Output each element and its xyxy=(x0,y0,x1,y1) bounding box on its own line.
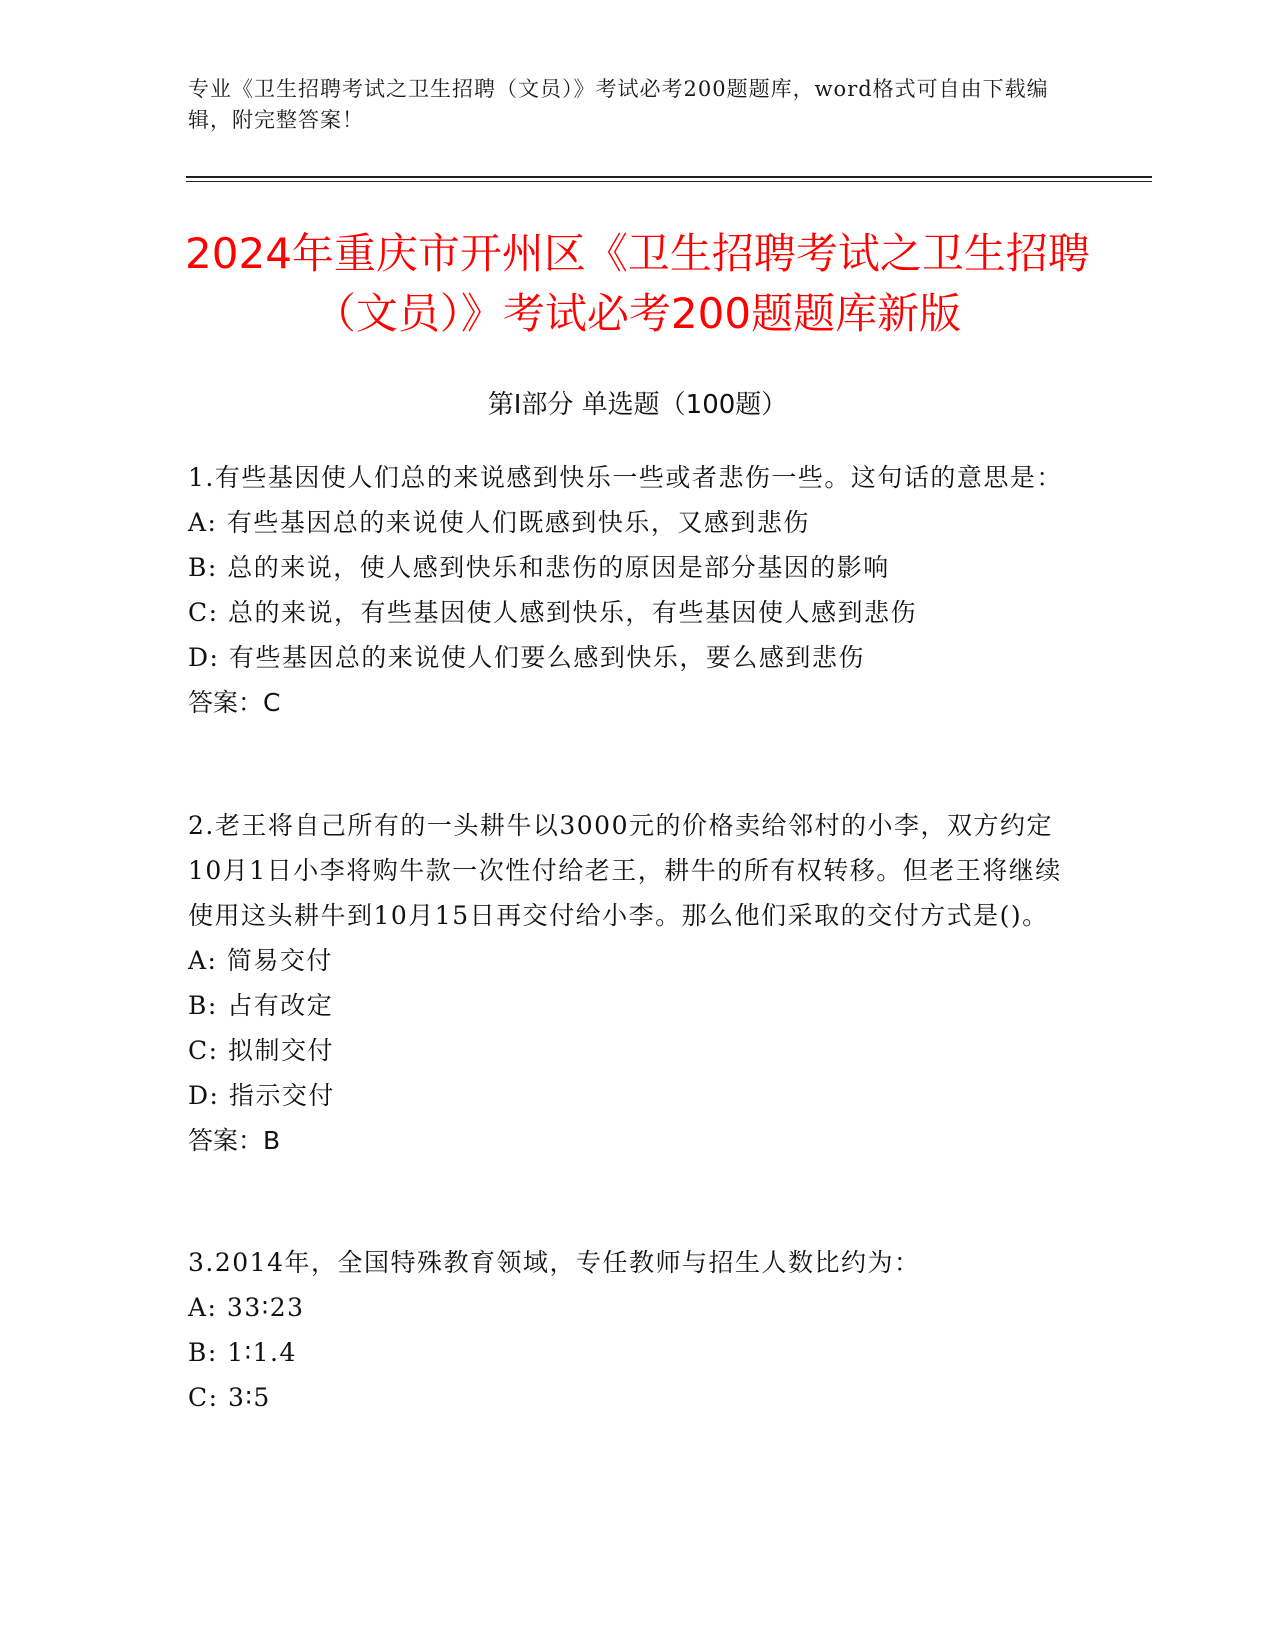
question-text: 3.2014年，全国特殊教育领域，专任教师与招生人数比约为： xyxy=(188,1248,921,1277)
question-3 xyxy=(188,1240,1068,1420)
option-d: D: 指示交付 xyxy=(188,1081,335,1110)
question-2 xyxy=(188,803,1068,1163)
option-c: C: 总的来说，有些基因使人感到快乐，有些基因使人感到悲伤 xyxy=(188,598,918,627)
header-divider-thick xyxy=(186,176,1152,178)
option-a: A: 有些基因总的来说使人们既感到快乐，又感到悲伤 xyxy=(188,508,810,537)
option-a: A: 33∶23 xyxy=(188,1293,305,1322)
header-note: 专业《卫生招聘考试之卫生招聘（文员）》考试必考200题题库，word格式可自由下载编辑，附完整答案！ xyxy=(188,77,1049,132)
header-divider-thin xyxy=(186,181,1152,182)
answer-label: 答案：B xyxy=(188,1126,281,1155)
question-text: 2.老王将自己所有的一头耕牛以3000元的价格卖给邻村的小李，双方约定10月1日小李将购牛款一次性付给老王，耕牛的所有权转移。但老王将继续使用这头耕牛到10月15日再交付给小李。那么他们采取的交付方式是()。 xyxy=(188,811,1062,930)
section-heading: 第I部分 单选题（100题） xyxy=(487,390,788,420)
answer-label: 答案：C xyxy=(188,688,281,717)
option-c: C: 3∶5 xyxy=(188,1383,271,1412)
option-a: A: 简易交付 xyxy=(188,946,333,975)
document-title: 2024年重庆市开州区《卫生招聘考试之卫生招聘（文员）》考试必考200题题库新版 xyxy=(185,229,1090,338)
option-b: B: 占有改定 xyxy=(188,991,334,1020)
option-b: B: 1∶1.4 xyxy=(188,1338,297,1367)
question-text: 1.有些基因使人们总的来说感到快乐一些或者悲伤一些。这句话的意思是： xyxy=(188,463,1063,492)
option-b: B: 总的来说，使人感到快乐和悲伤的原因是部分基因的影响 xyxy=(188,553,890,582)
option-d: D: 有些基因总的来说使人们要么感到快乐，要么感到悲伤 xyxy=(188,643,865,672)
question-1 xyxy=(188,455,1068,725)
option-c: C: 拟制交付 xyxy=(188,1036,334,1065)
